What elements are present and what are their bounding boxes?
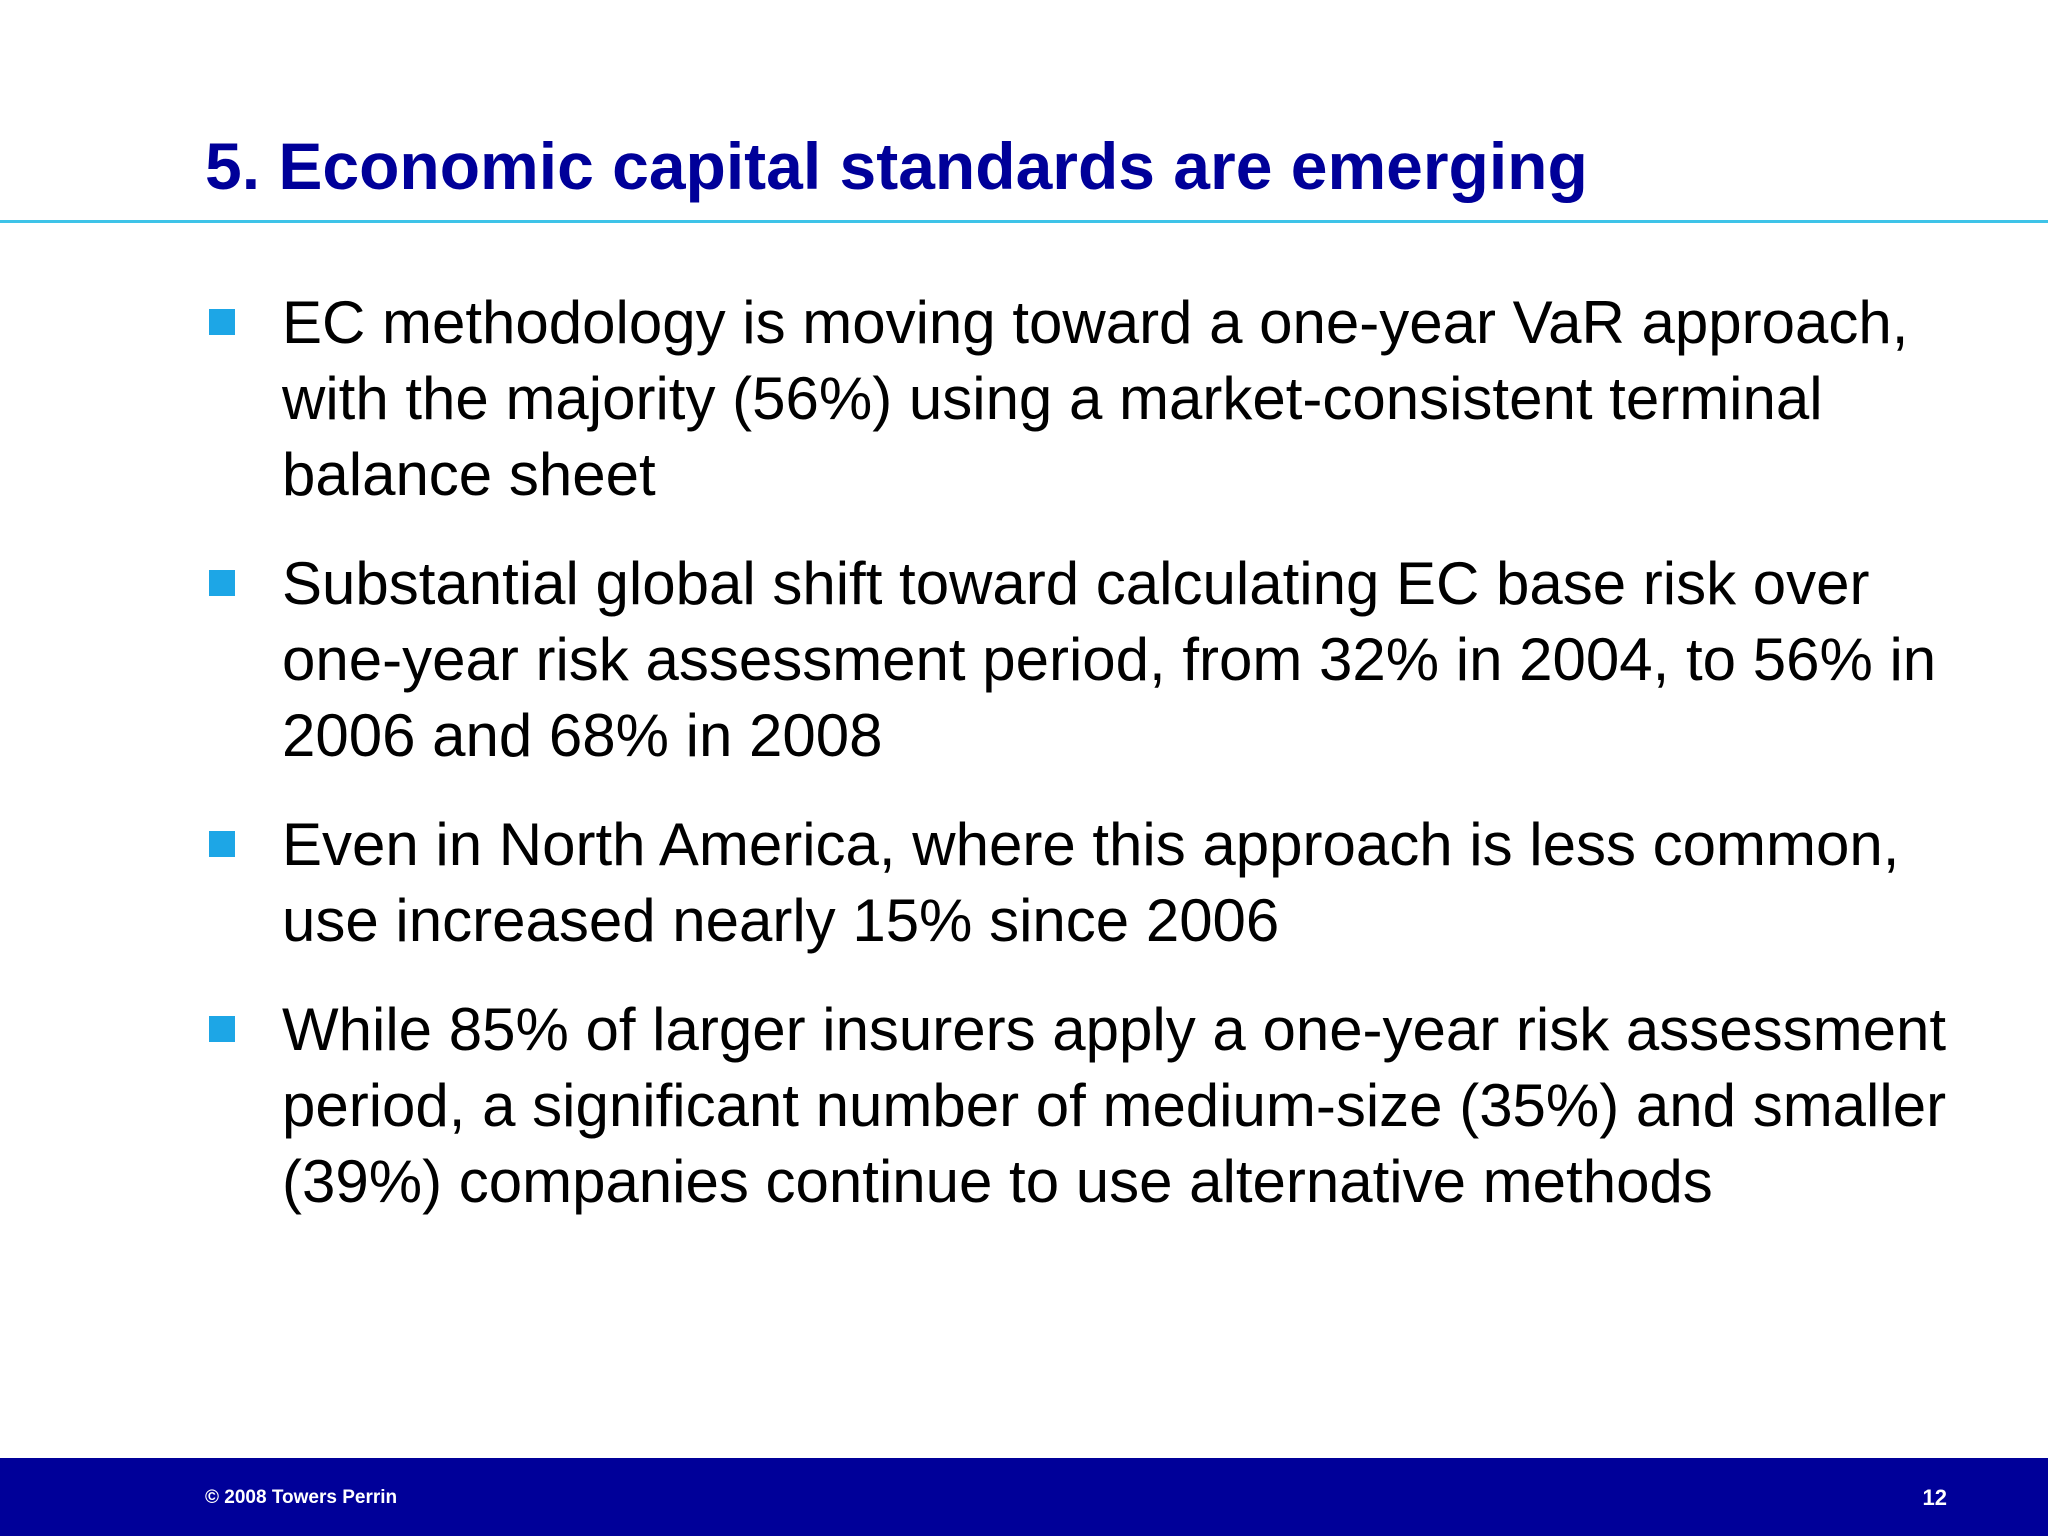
- bullet-text: EC methodology is moving toward a one-year VaR approach, with the majority (56%) using a market-consistent terminal balance sheet: [282, 289, 1909, 508]
- footer-bar: [0, 1458, 2048, 1536]
- bullet-item: [209, 992, 1969, 1220]
- slide-title: 5. Economic capital standards are emerging: [205, 129, 1588, 203]
- square-bullet-icon: [209, 1016, 235, 1042]
- square-bullet-icon: [209, 831, 235, 857]
- bullet-item: [209, 546, 1969, 774]
- square-bullet-icon: [209, 309, 235, 335]
- bullet-item: [209, 807, 1969, 959]
- bullet-text: While 85% of larger insurers apply a one-year risk assessment period, a significant number of medium-size (35%) and smaller (39%) companies continue to use alternative methods: [282, 996, 1947, 1215]
- bullet-text: Substantial global shift toward calculating EC base risk over one-year risk assessment period, from 32% in 2004, to 56% in 2006 and 68% in 2008: [282, 550, 1937, 769]
- page-number: 12: [1922, 1485, 1947, 1510]
- copyright-notice: © 2008 Towers Perrin: [205, 1487, 398, 1508]
- square-bullet-icon: [209, 570, 235, 596]
- bullet-text: Even in North America, where this approach is less common, use increased nearly 15% since 2006: [282, 811, 1900, 954]
- bullet-item: [209, 285, 1969, 513]
- bullet-list: [209, 285, 1969, 1253]
- title-divider: [0, 220, 2048, 223]
